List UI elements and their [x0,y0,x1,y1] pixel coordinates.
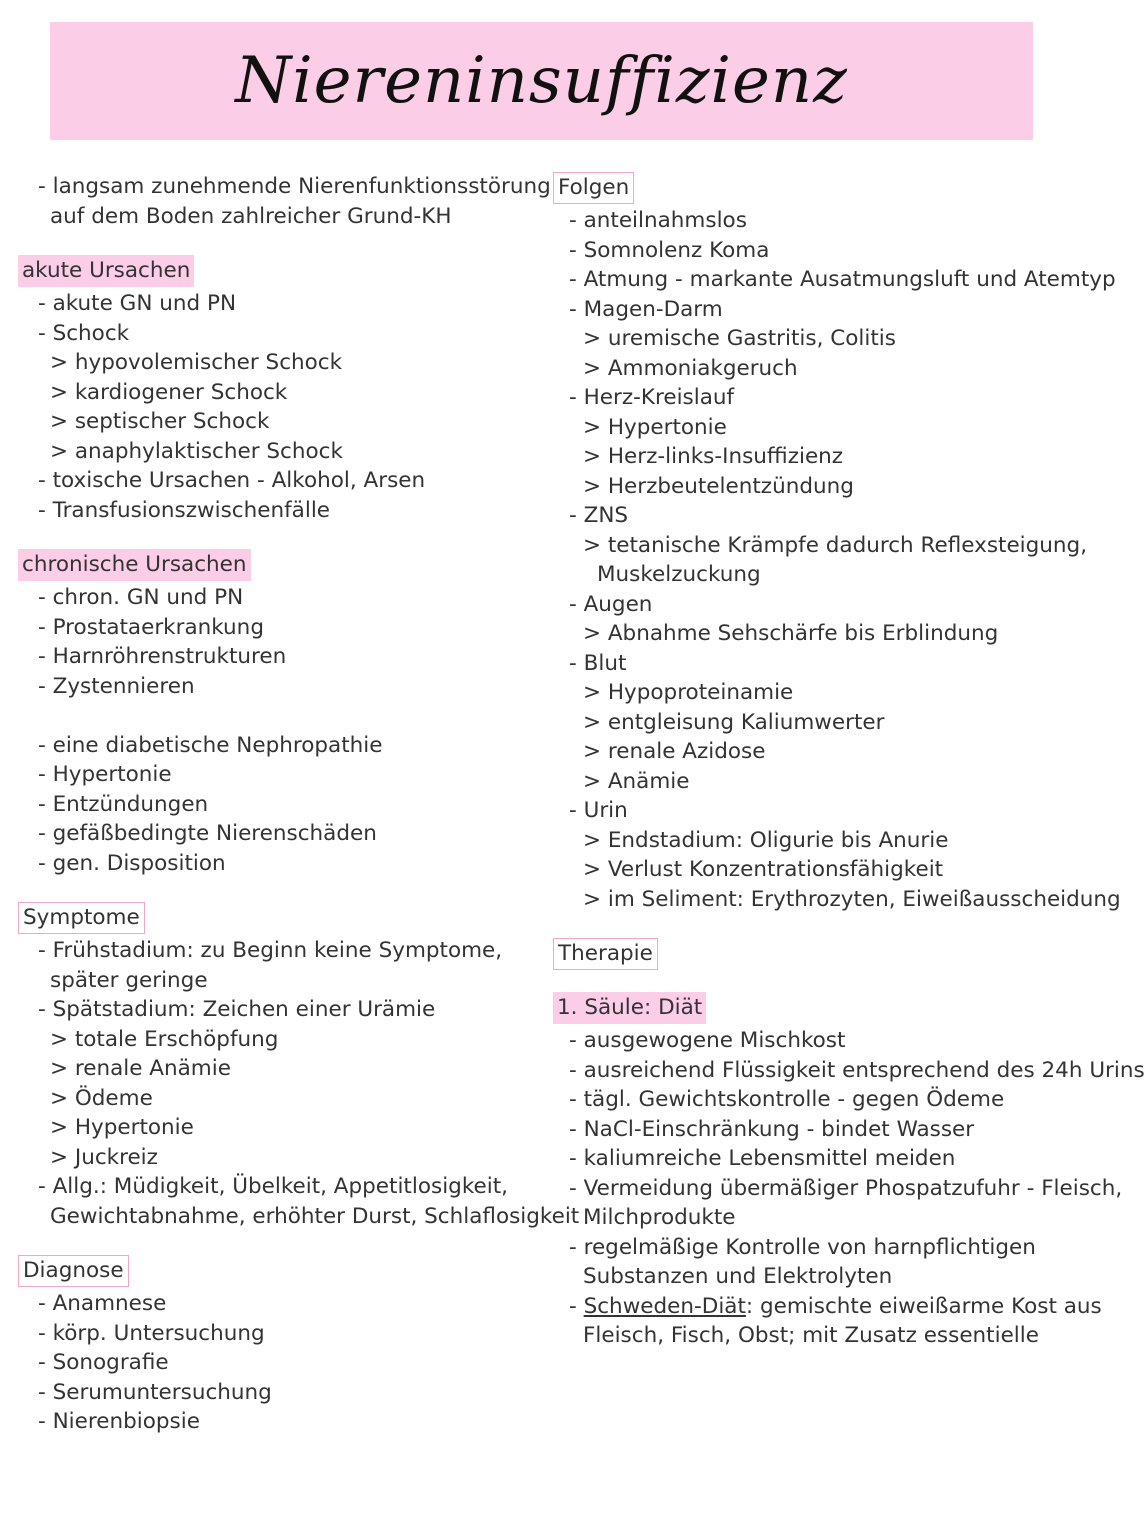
list-item: Gewichtabnahme, erhöhter Durst, Schlaflosigkeit [50,1203,580,1229]
list-item: - kaliumreiche Lebensmittel meiden [569,1146,956,1171]
saeule-diaet-heading: 1. Säule: Diät [553,992,706,1024]
intro-section [18,172,551,231]
list-item: > tetanische Krämpfe dadurch Reflexsteigung, [583,532,1088,558]
list-item: - Blut [569,650,627,676]
list-item: > Hypertonie [583,414,727,440]
list-item: - Nierenbiopsie [38,1409,200,1434]
folgen-heading: Folgen [553,172,634,204]
symptome-section [18,902,580,1231]
list-item: > totale Erschöpfung [50,1026,279,1052]
list-item: - ZNS [569,503,629,528]
list-item: - Urin [569,798,628,823]
therapie-section [553,938,1145,1351]
schweden-diaet-item [553,1292,1102,1322]
list-item: > Herzbeutelentzündung [583,473,854,499]
list-item: - Hypertonie [38,762,172,787]
list-item: - Anamnese [38,1291,167,1316]
list-item: - Spätstadium: Zeichen einer Urämie [38,997,436,1022]
list-item: - Harnröhrenstrukturen [38,644,287,669]
list-item: > septischer Schock [50,409,270,434]
list-item: - Atmung - markante Ausatmungsluft und Atemtyp [569,267,1116,292]
list-item: - toxische Ursachen - Alkohol, Arsen [38,468,426,493]
akute-ursachen-heading: akute Ursachen [18,255,194,287]
list-item: > kardiogener Schock [50,379,288,405]
list-item: - Zystennieren [38,673,195,699]
list-item: - akute GN und PN [38,291,237,316]
list-item: - NaCl-Einschränkung - bindet Wasser [569,1116,975,1142]
list-item: Muskelzuckung [597,562,761,587]
page-title: Niereninsuffizienz [235,44,848,118]
left-column [18,172,580,1437]
title-banner [50,22,1033,140]
list-item: > Hypoproteinamie [583,680,794,705]
diagnose-section [18,1255,528,1437]
list-item: > Ammoniakgeruch [583,355,798,381]
list-item: - gen. Disposition [38,850,226,876]
list-item: - Allg.: Müdigkeit, Übelkeit, Appetitlosigkeit, [38,1174,508,1199]
chronische-ursachen-section [18,549,528,878]
list-item: - Magen-Darm [569,296,723,322]
chronische-ursachen-heading: chronische Ursachen [18,549,251,581]
list-item: - körp. Untersuchung [38,1320,265,1346]
therapie-heading: Therapie [553,938,658,970]
intro-line: - langsam zunehmende Nierenfunktionsstörung [38,174,551,199]
folgen-section [553,172,1121,914]
list-item: > anaphylaktischer Schock [50,438,343,464]
list-item: - Herz-Kreislauf [569,385,735,410]
list-item: - chron. GN und PN [38,585,244,610]
intro-line: auf dem Boden zahlreicher Grund-KH [50,203,452,229]
list-item: > Ödeme [50,1085,153,1111]
list-item: - Transfusionszwischenfälle [38,497,331,523]
list-item: - Somnolenz Koma [569,237,770,263]
list-item: - Prostataerkrankung [38,614,264,640]
list-item: > Verlust Konzentrationsfähigkeit [583,857,944,882]
akute-ursachen-section [18,255,528,525]
list-item: - gefäßbedingte Nierenschäden [38,821,377,846]
list-item: - Schock [38,320,130,346]
list-item: > entgleisung Kaliumwerter [583,709,885,735]
diagnose-heading: Diagnose [18,1255,129,1287]
list-item: Fleisch, Fisch, Obst; mit Zusatz essentielle [583,1323,1039,1348]
list-item: - ausgewogene Mischkost [569,1028,846,1053]
schweden-diaet-term: Schweden-Diät [583,1293,746,1319]
list-item: > Hypertonie [50,1115,194,1140]
list-item: - Frühstadium: zu Beginn keine Symptome, [38,938,503,963]
list-item: - ausreichend Flüssigkeit entsprechend des 24h Urins [569,1057,1145,1083]
list-item: Milchprodukte [583,1205,736,1230]
list-item: - regelmäßige Kontrolle von harnpflichtigen [569,1234,1036,1260]
right-column [553,172,1145,1351]
list-item: > renale Anämie [50,1056,231,1081]
list-item: > im Seliment: Erythrozyten, Eiweißausscheidung [583,886,1121,912]
symptome-heading: Symptome [18,902,145,934]
list-item: > Endstadium: Oligurie bis Anurie [583,827,949,853]
list-item: > Herz-links-Insuffizienz [583,444,844,469]
list-item: - Vermeidung übermäßiger Phospatzufuhr - Fleisch, [569,1175,1123,1201]
schweden-diaet-rest: : gemischte eiweißarme Kost aus [745,1293,1102,1319]
list-item: - anteilnahmslos [569,208,747,233]
list-item: > Anämie [583,768,690,794]
list-item: - eine diabetische Nephropathie [38,732,383,758]
list-item: - Serumuntersuchung [38,1379,272,1405]
list-item: > renale Azidose [583,739,766,764]
list-item: > hypovolemischer Schock [50,350,343,375]
list-item: - tägl. Gewichtskontrolle - gegen Ödeme [569,1087,1005,1112]
list-item: - Entzündungen [38,791,209,817]
list-item: > Juckreiz [50,1144,158,1170]
list-item: später geringe [50,967,208,993]
list-item: - Augen [569,591,653,617]
list-item: > Abnahme Sehschärfe bis Erblindung [583,621,999,646]
list-item: > uremische Gastritis, Colitis [583,326,896,351]
list-item: - Sonografie [38,1350,169,1375]
schweden-dash: - [569,1293,584,1319]
list-item: Substanzen und Elektrolyten [583,1264,893,1289]
